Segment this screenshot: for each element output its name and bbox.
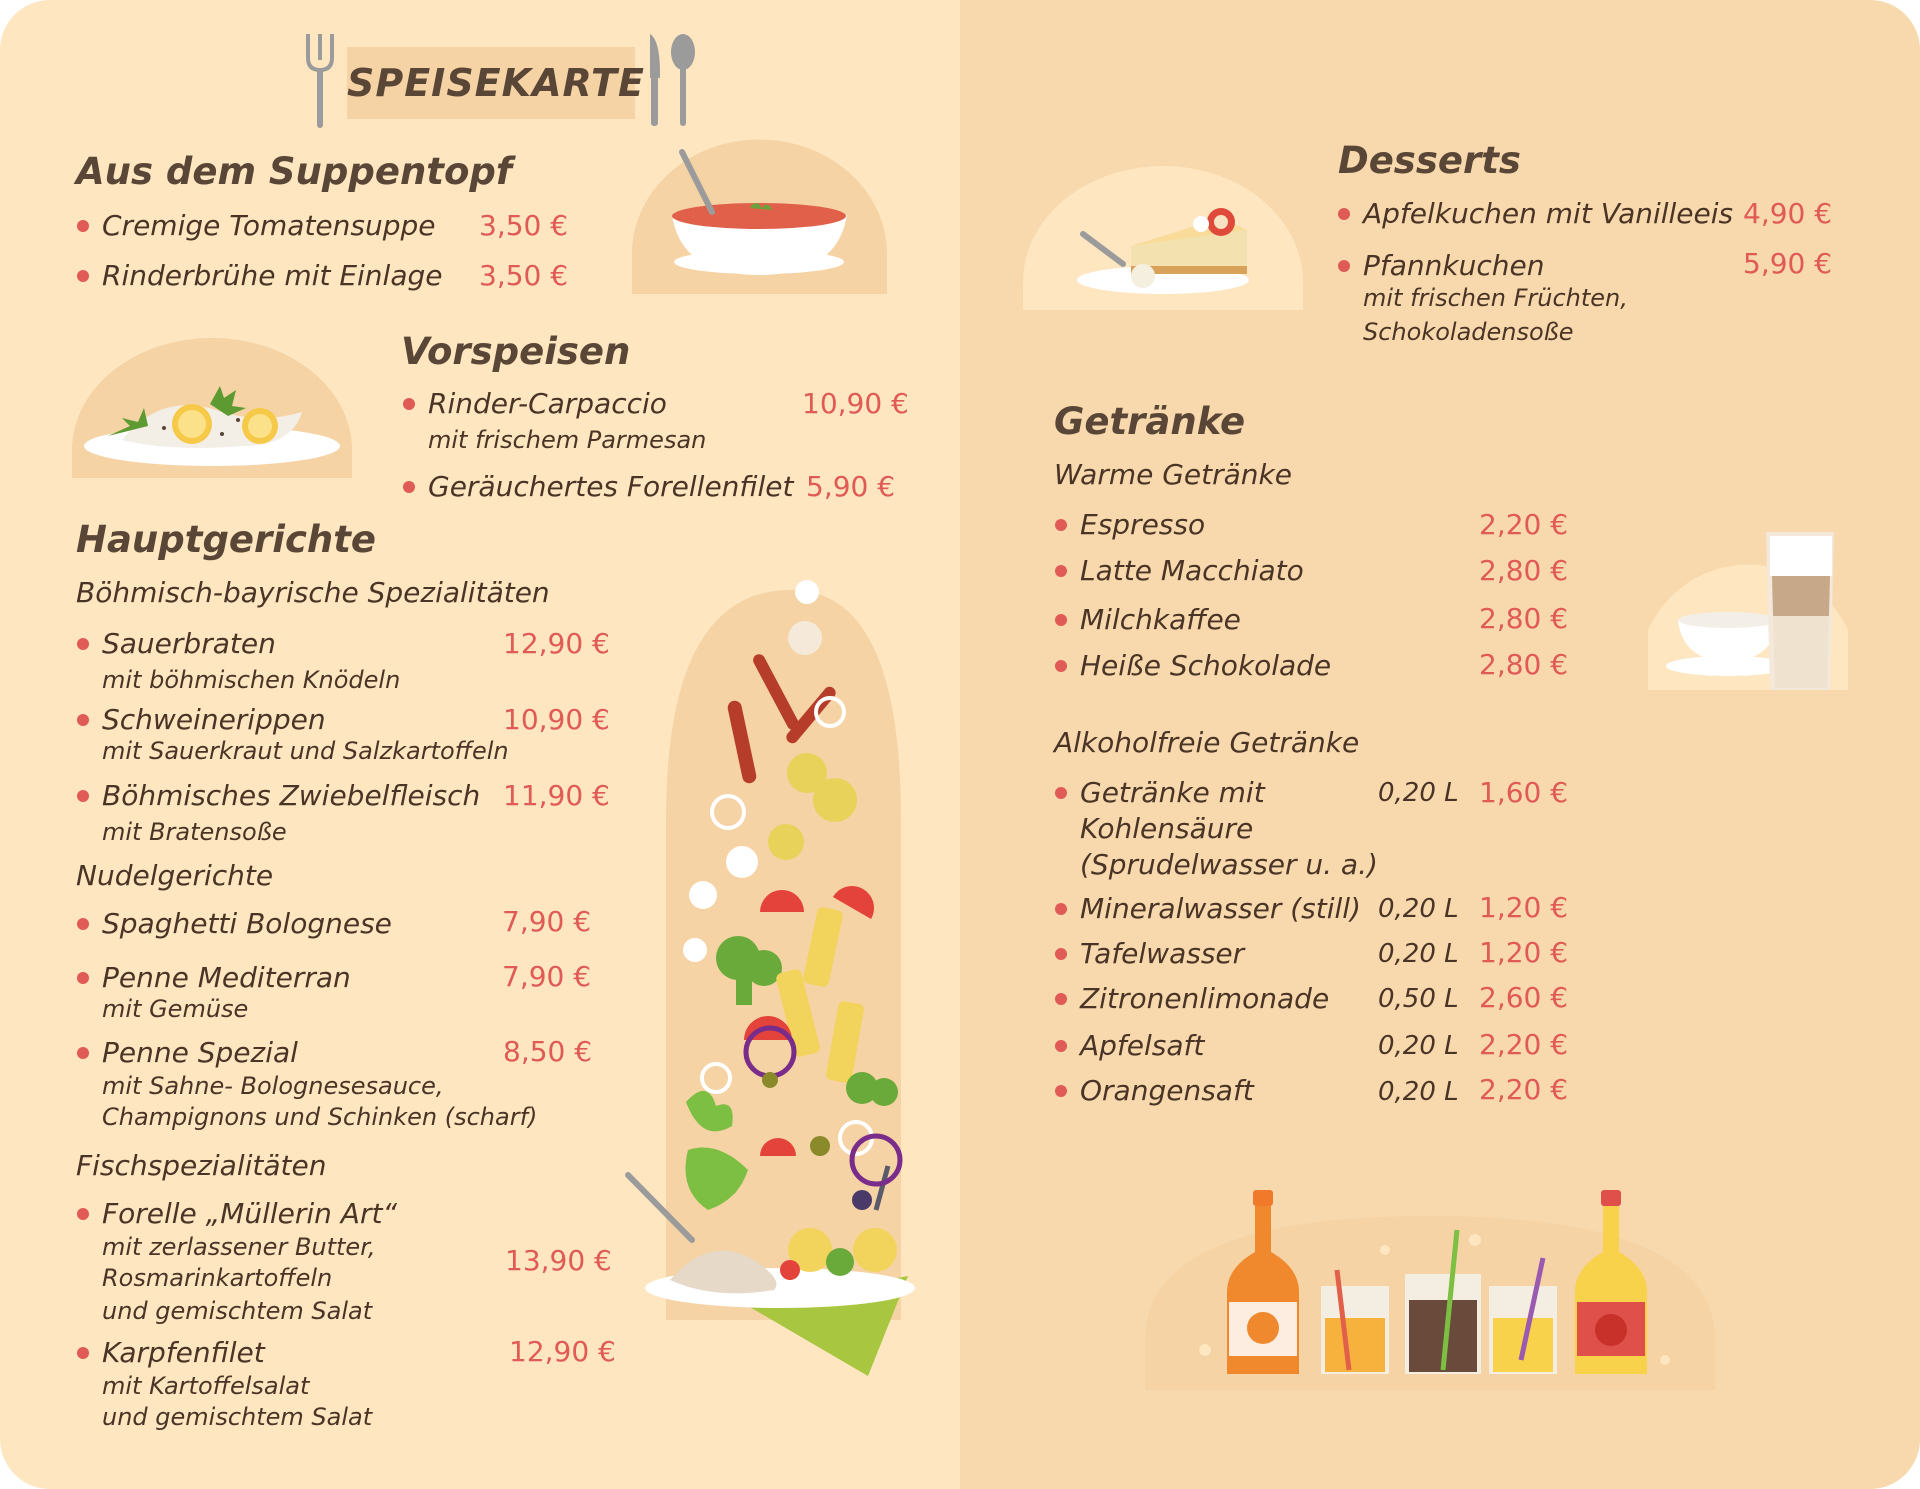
list-item (1080, 937, 1244, 971)
bullet (77, 714, 89, 726)
item-price: 10,90 € (802, 387, 909, 420)
item-price: 2,20 € (1479, 1028, 1569, 1061)
item-description: Rosmarinkartoffeln (102, 1264, 333, 1292)
bullet (1338, 260, 1350, 272)
item-price: 3,50 € (479, 209, 569, 242)
knife-icon (648, 34, 662, 126)
item-volume: 0,20 L (1378, 894, 1459, 924)
list-item (102, 907, 392, 941)
item-price: 2,20 € (1479, 508, 1569, 541)
bullet (77, 1347, 89, 1359)
group-title: Alkoholfreie Getränke (1054, 726, 1360, 759)
bullet (1055, 993, 1067, 1005)
item-price: 2,20 € (1479, 1073, 1569, 1106)
item-price: 11,90 € (503, 779, 610, 812)
bullet (77, 270, 89, 282)
list-item (102, 779, 480, 813)
item-price: 7,90 € (502, 905, 592, 938)
item-name: Sauerbraten (102, 627, 276, 660)
bullet (1055, 1040, 1067, 1052)
item-price: 1,60 € (1479, 776, 1569, 809)
item-price: 13,90 € (505, 1244, 612, 1277)
item-price: 4,90 € (1743, 197, 1833, 230)
bullet (1055, 1085, 1067, 1097)
list-item (1080, 892, 1361, 926)
item-price: 12,90 € (509, 1335, 616, 1368)
bullet (77, 1208, 89, 1220)
bullet (77, 918, 89, 930)
item-description: mit böhmischen Knödeln (102, 666, 401, 694)
list-item (1080, 982, 1329, 1016)
item-price: 2,60 € (1479, 981, 1569, 1014)
list-item (1080, 554, 1304, 588)
item-name: Böhmisches Zwiebelfleisch (102, 779, 481, 812)
list-item (102, 961, 351, 995)
item-name: Forelle „Müllerin Art“ (102, 1197, 397, 1230)
fork-icon (306, 34, 334, 128)
item-name: Cremige Tomatensuppe (102, 209, 436, 242)
list-item (102, 209, 436, 243)
item-price: 2,80 € (1479, 648, 1569, 681)
page-title: SPEISEKARTE (347, 61, 645, 105)
soup-bowl-icon (632, 140, 887, 294)
item-description: mit Gemüse (102, 995, 249, 1023)
item-name: Orangensaft (1080, 1074, 1254, 1107)
item-name: Mineralwasser (still) (1080, 892, 1361, 925)
bullet (77, 790, 89, 802)
item-description: und gemischtem Salat (102, 1403, 373, 1431)
item-name: Getränke mit (1080, 776, 1265, 809)
title-box (347, 47, 645, 119)
fish-plate-icon (72, 338, 352, 478)
group-title: Warme Getränke (1054, 458, 1292, 491)
drinks-heading: Getränke (1054, 400, 1246, 443)
item-price: 5,90 € (806, 470, 896, 503)
bullet (77, 972, 89, 984)
item-volume: 0,20 L (1378, 778, 1459, 808)
bullet (403, 481, 415, 493)
item-name: Zitronenlimonade (1080, 982, 1330, 1015)
bullet (77, 220, 89, 232)
item-name: Apfelkuchen mit Vanilleeis (1363, 197, 1734, 230)
item-description: mit Bratensoße (102, 818, 287, 846)
mains-heading: Hauptgerichte (76, 518, 377, 561)
list-item (1080, 603, 1241, 637)
item-price: 5,90 € (1743, 247, 1833, 280)
list-item (428, 387, 667, 421)
item-name: Tafelwasser (1080, 937, 1245, 970)
list-item (1080, 1074, 1254, 1108)
list-item (102, 1036, 298, 1070)
item-price: 2,80 € (1479, 602, 1569, 635)
bullet (1055, 903, 1067, 915)
bullet (77, 638, 89, 650)
item-name-continued: Kohlensäure (1080, 812, 1254, 845)
item-name-continued: (Sprudelwasser u. a.) (1080, 848, 1378, 881)
list-item (1363, 249, 1544, 283)
list-item (1080, 508, 1205, 542)
item-name: Karpfenfilet (102, 1336, 265, 1369)
item-price: 7,90 € (502, 960, 592, 993)
bullet (1055, 948, 1067, 960)
bullet (1055, 787, 1067, 799)
item-name: Latte Macchiato (1080, 554, 1304, 587)
item-description: mit zerlassener Butter, (102, 1233, 376, 1261)
group-title: Fischspezialitäten (76, 1149, 327, 1182)
item-volume: 0,50 L (1378, 984, 1459, 1014)
bullet (403, 398, 415, 410)
bullet (1055, 660, 1067, 672)
cheesecake-icon (1023, 166, 1303, 310)
starters-heading: Vorspeisen (401, 330, 631, 373)
item-volume: 0,20 L (1378, 1077, 1459, 1107)
item-price: 3,50 € (479, 259, 569, 292)
bullet (77, 1047, 89, 1059)
list-item (1080, 649, 1331, 683)
group-title: Böhmisch-bayrische Spezialitäten (76, 576, 550, 609)
desserts-heading: Desserts (1338, 139, 1521, 182)
item-name: Penne Spezial (102, 1036, 298, 1069)
bullet (1055, 565, 1067, 577)
item-volume: 0,20 L (1378, 939, 1459, 969)
item-name: Spaghetti Bolognese (102, 907, 392, 940)
spoon-icon (668, 34, 698, 126)
list-item (1080, 776, 1265, 810)
item-description: mit Kartoffelsalat (102, 1372, 310, 1400)
drinks-icon (1145, 1190, 1715, 1390)
item-price: 2,80 € (1479, 554, 1569, 587)
item-name: Penne Mediterran (102, 961, 351, 994)
item-description: mit Sauerkraut und Salzkartoffeln (102, 737, 509, 765)
list-item (102, 1336, 265, 1370)
item-price: 1,20 € (1479, 936, 1569, 969)
item-description: Schokoladensoße (1363, 318, 1574, 346)
item-volume: 0,20 L (1378, 1031, 1459, 1061)
list-item (1080, 1029, 1204, 1063)
group-title: Nudelgerichte (76, 859, 274, 892)
list-item (102, 1197, 397, 1231)
item-price: 12,90 € (503, 627, 610, 660)
falling-food-icon (640, 590, 930, 1380)
list-item (102, 259, 442, 293)
item-name: Espresso (1080, 508, 1206, 541)
item-description: Champignons und Schinken (scharf) (102, 1103, 538, 1131)
soups-heading: Aus dem Suppentopf (76, 150, 512, 193)
item-name: Rinderbrühe mit Einlage (102, 259, 443, 292)
item-price: 8,50 € (503, 1035, 593, 1068)
latte-glass-icon (1760, 518, 1840, 690)
item-name: Pfannkuchen (1363, 249, 1545, 282)
list-item (428, 470, 794, 504)
item-price: 1,20 € (1479, 891, 1569, 924)
item-name: Rinder-Carpaccio (428, 387, 667, 420)
item-description: mit Sahne- Bolognesesauce, (102, 1072, 444, 1100)
item-price: 10,90 € (503, 703, 610, 736)
bullet (1055, 519, 1067, 531)
bullet (1338, 208, 1350, 220)
item-name: Geräuchertes Forellenfilet (428, 470, 794, 503)
item-description: mit frischem Parmesan (428, 426, 707, 454)
list-item (102, 703, 326, 737)
list-item (102, 627, 276, 661)
list-item (1363, 197, 1733, 231)
item-description: mit frischen Früchten, (1363, 284, 1628, 312)
item-name: Apfelsaft (1080, 1029, 1205, 1062)
item-description: und gemischtem Salat (102, 1297, 373, 1325)
item-name: Milchkaffee (1080, 603, 1241, 636)
item-name: Heiße Schokolade (1080, 649, 1332, 682)
bullet (1055, 614, 1067, 626)
item-name: Schweinerippen (102, 703, 326, 736)
